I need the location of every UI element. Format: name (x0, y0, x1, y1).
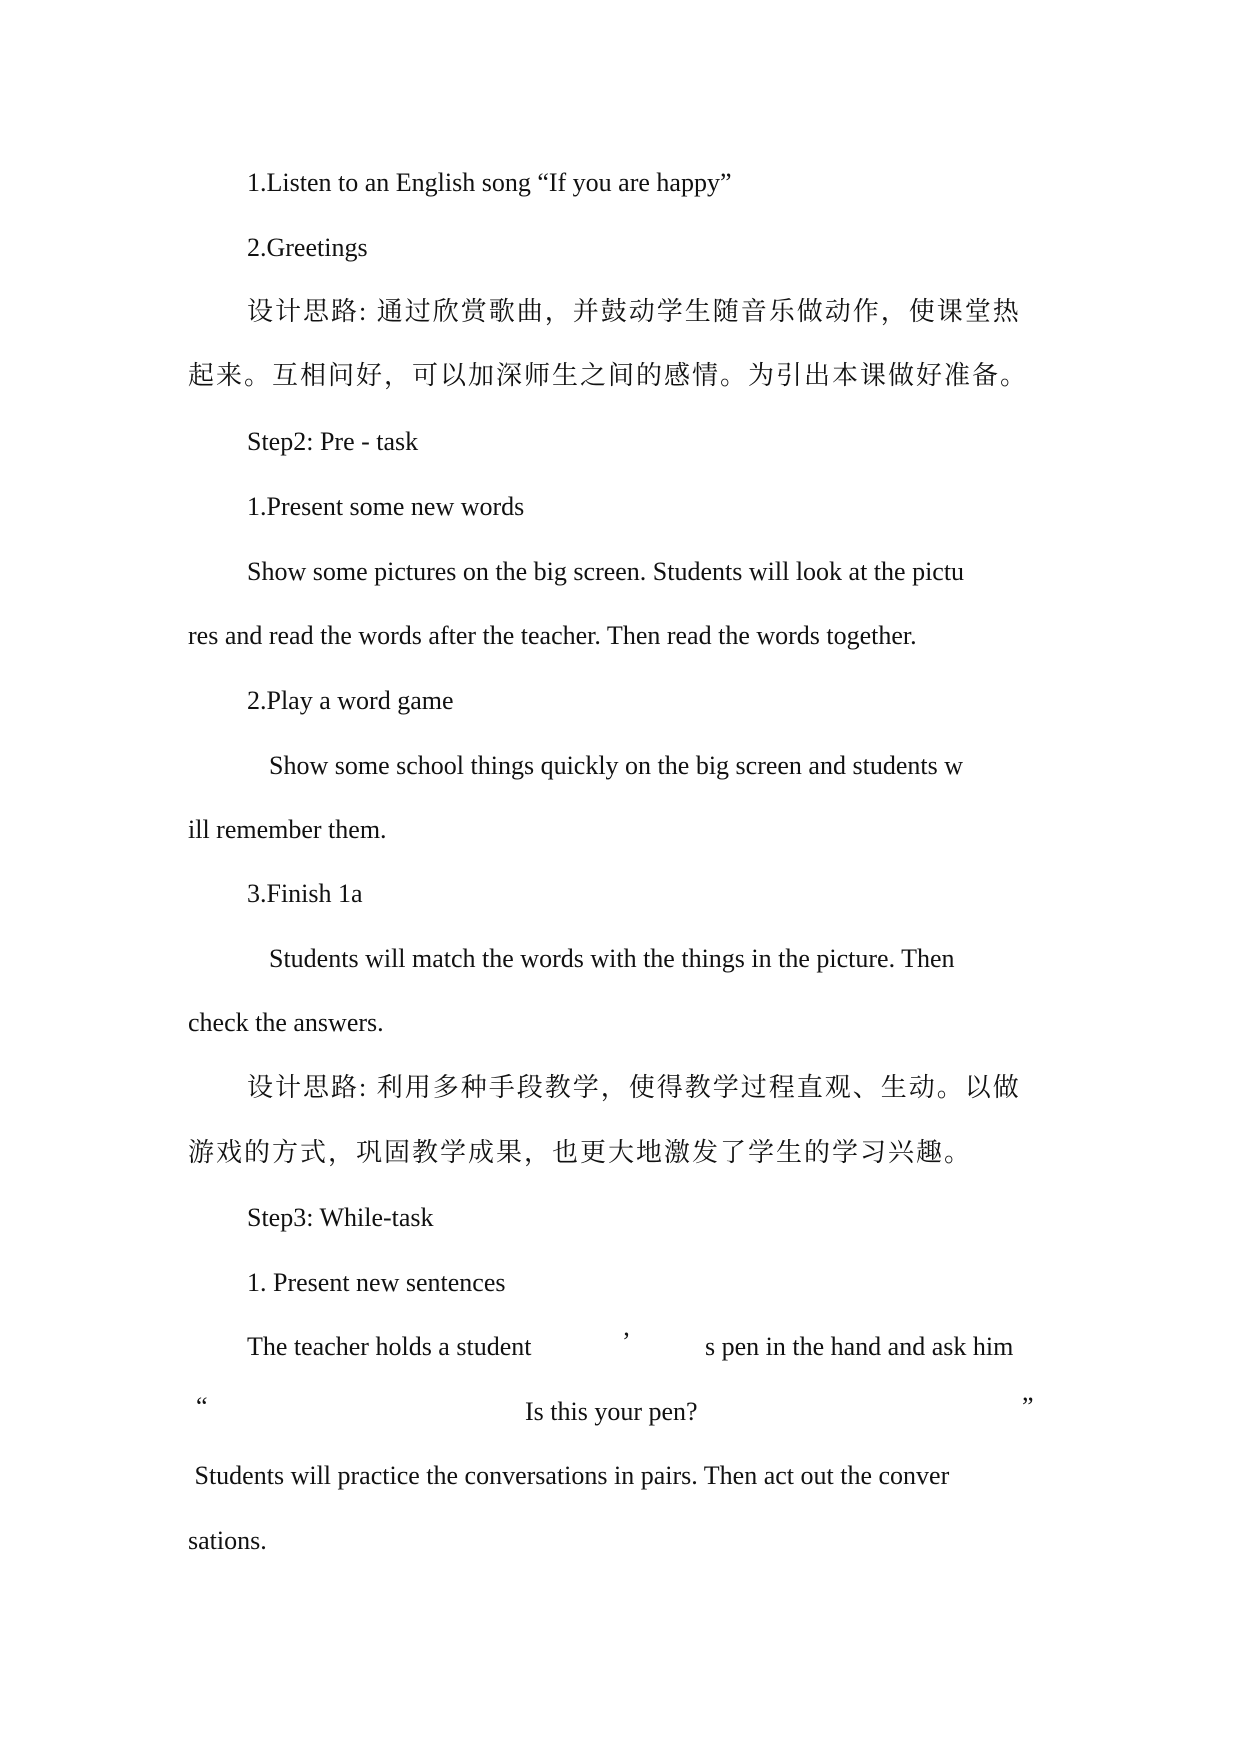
paragraph-line: 3.Finish 1a (247, 879, 363, 908)
paragraph-line: check the answers. (188, 1008, 384, 1037)
paragraph-line: 1.Present some new words (247, 492, 525, 521)
paragraph-line: 2.Play a word game (247, 686, 454, 715)
open-quote: “ (196, 1392, 208, 1421)
paragraph-line: Students will practice the conversations in pairs. Then act out the conver (188, 1461, 950, 1490)
section-heading: Step2: Pre - task (247, 427, 419, 456)
paragraph-line-part: The teacher holds a student (247, 1332, 532, 1361)
paragraph-line: Students will match the words with the things in the picture. Then (269, 944, 955, 973)
close-quote: ” (1022, 1392, 1034, 1421)
question-text: Is this your pen? (525, 1397, 698, 1426)
paragraph-line: Show some pictures on the big screen. Students will look at the pictu (247, 557, 965, 586)
paragraph-line: 设计思路: 利用多种手段教学，使得教学过程直观、生动。以做 (247, 1073, 1021, 1102)
paragraph-line: ill remember them. (188, 815, 387, 844)
paragraph-line: 1.Listen to an English song “If you are happy” (247, 168, 732, 197)
apostrophe: ’ (622, 1327, 631, 1356)
paragraph-line: 2.Greetings (247, 233, 368, 262)
paragraph-line: sations. (188, 1526, 267, 1555)
paragraph-line: 1. Present new sentences (247, 1268, 506, 1297)
paragraph-line: Show some school things quickly on the big screen and students w (269, 751, 963, 780)
paragraph-line: res and read the words after the teacher. Then read the words together. (188, 621, 917, 650)
paragraph-line-part: s pen in the hand and ask him (705, 1332, 1014, 1361)
paragraph-line: 起来。互相问好，可以加深师生之间的感情。为引出本课做好准备。 (188, 361, 1029, 390)
paragraph-line: 游戏的方式，巩固教学成果，也更大地激发了学生的学习兴趣。 (188, 1138, 973, 1167)
paragraph-line: 设计思路: 通过欣赏歌曲，并鼓动学生随音乐做动作，使课堂热 (247, 297, 1021, 326)
section-heading: Step3: While-task (247, 1203, 434, 1232)
